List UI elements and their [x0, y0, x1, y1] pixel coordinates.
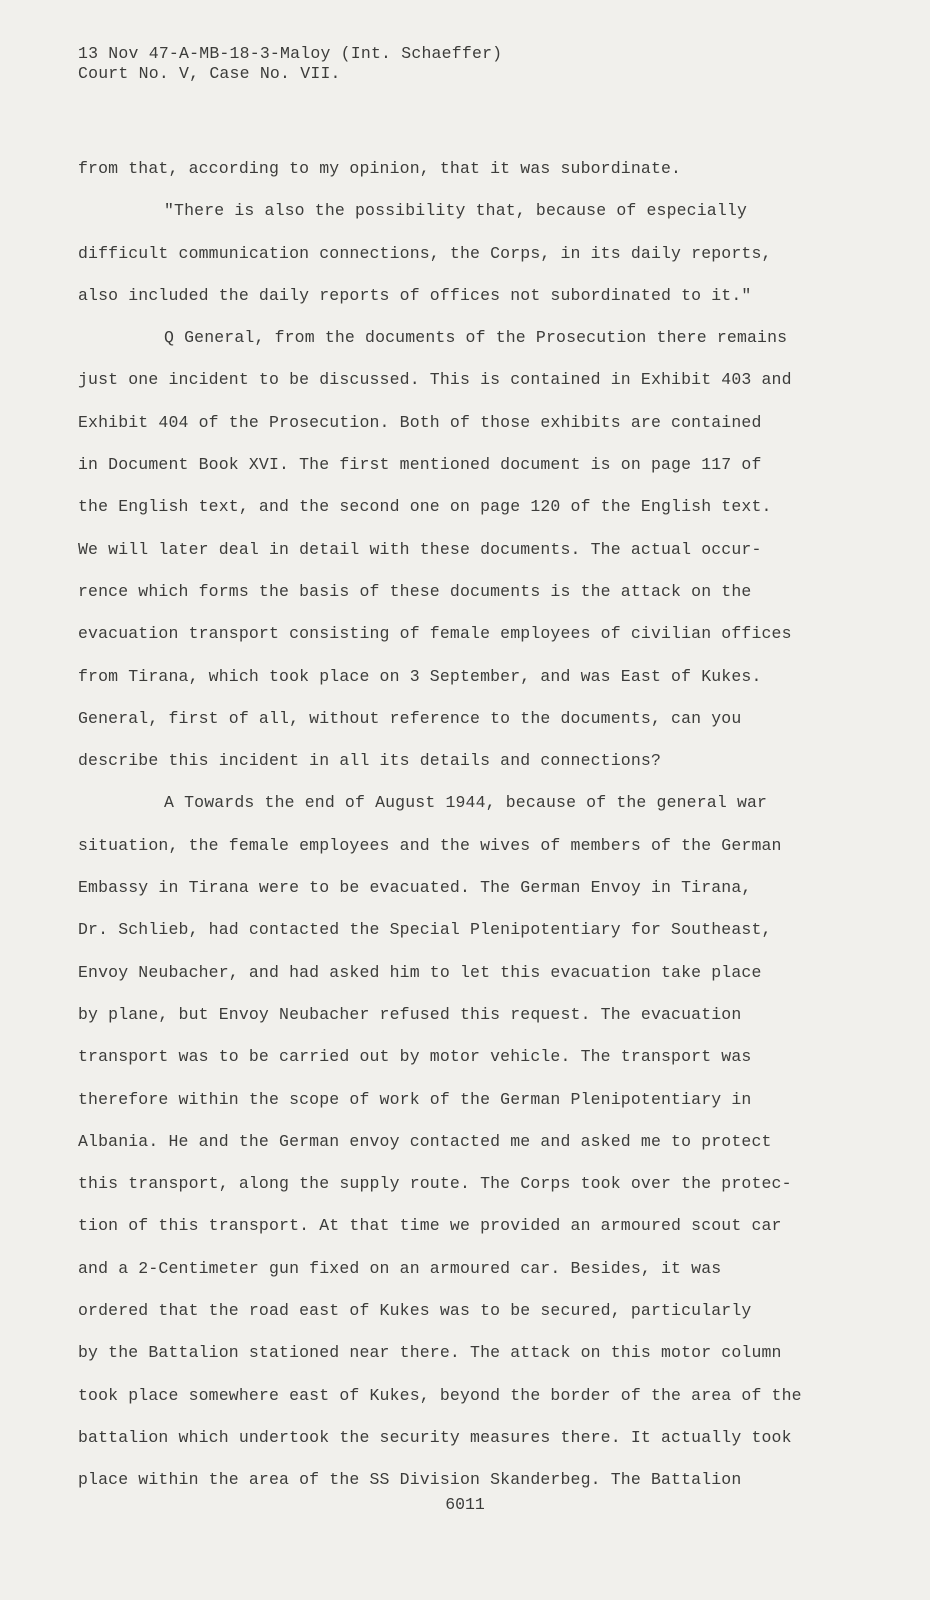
- text-line: place within the area of the SS Division Skanderbeg. The Battalion: [78, 1470, 742, 1490]
- text-line: just one incident to be discussed. This is contained in Exhibit 403 and: [78, 370, 792, 390]
- header-line-2: Court No. V, Case No. VII.: [78, 64, 341, 83]
- document-header: [78, 44, 502, 84]
- text-line: Embassy in Tirana were to be evacuated. The German Envoy in Tirana,: [78, 878, 752, 898]
- text-line: also included the daily reports of offices not subordinated to it.": [78, 285, 752, 305]
- header-line-1: 13 Nov 47-A-MB-18-3-Maloy (Int. Schaeffer): [78, 44, 503, 63]
- text-line: "There is also the possibility that, because of especially: [164, 201, 747, 221]
- text-line: by plane, but Envoy Neubacher refused this request. The evacuation: [78, 1004, 742, 1024]
- text-line: battalion which undertook the security measures there. It actually took: [78, 1427, 792, 1447]
- text-line: Albania. He and the German envoy contacted me and asked me to protect: [78, 1131, 772, 1151]
- text-line: rence which forms the basis of these documents is the attack on the: [78, 581, 752, 601]
- text-line: tion of this transport. At that time we provided an armoured scout car: [78, 1216, 782, 1236]
- text-line: General, first of all, without reference to the documents, can you: [78, 708, 742, 728]
- text-line: A Towards the end of August 1944, because of the general war: [164, 793, 768, 813]
- text-line: ordered that the road east of Kukes was to be secured, particularly: [78, 1301, 752, 1321]
- text-line: by the Battalion stationed near there. The attack on this motor column: [78, 1343, 782, 1363]
- text-line: Dr. Schlieb, had contacted the Special Plenipotentiary for Southeast,: [78, 920, 772, 940]
- text-line: the English text, and the second one on page 120 of the English text.: [78, 497, 772, 517]
- text-line: evacuation transport consisting of female employees of civilian offices: [78, 624, 792, 644]
- text-line: this transport, along the supply route. The Corps took over the protec-: [78, 1174, 792, 1194]
- text-line: in Document Book XVI. The first mentioned document is on page 117 of: [78, 455, 762, 475]
- text-line: describe this incident in all its details and connections?: [78, 751, 661, 771]
- text-line: took place somewhere east of Kukes, beyond the border of the area of the: [78, 1385, 802, 1405]
- text-line: from that, according to my opinion, that it was subordinate.: [78, 159, 682, 178]
- text-line: transport was to be carried out by motor vehicle. The transport was: [78, 1047, 752, 1067]
- text-line: difficult communication connections, the Corps, in its daily reports,: [78, 243, 772, 263]
- text-line: We will later deal in detail with these documents. The actual occur-: [78, 539, 762, 559]
- text-line: therefore within the scope of work of the German Plenipotentiary in: [78, 1089, 752, 1109]
- text-line: Exhibit 404 of the Prosecution. Both of those exhibits are contained: [78, 412, 762, 432]
- transcript-body: [78, 148, 848, 1502]
- text-line: and a 2-Centimeter gun fixed on an armoured car. Besides, it was: [78, 1258, 722, 1278]
- text-line: situation, the female employees and the wives of members of the German: [78, 835, 782, 855]
- page-number: 6011: [445, 1495, 485, 1514]
- text-line: from Tirana, which took place on 3 September, and was East of Kukes.: [78, 666, 762, 686]
- text-line: Envoy Neubacher, and had asked him to let this evacuation take place: [78, 962, 762, 982]
- text-line: Q General, from the documents of the Prosecution there remains: [164, 328, 788, 348]
